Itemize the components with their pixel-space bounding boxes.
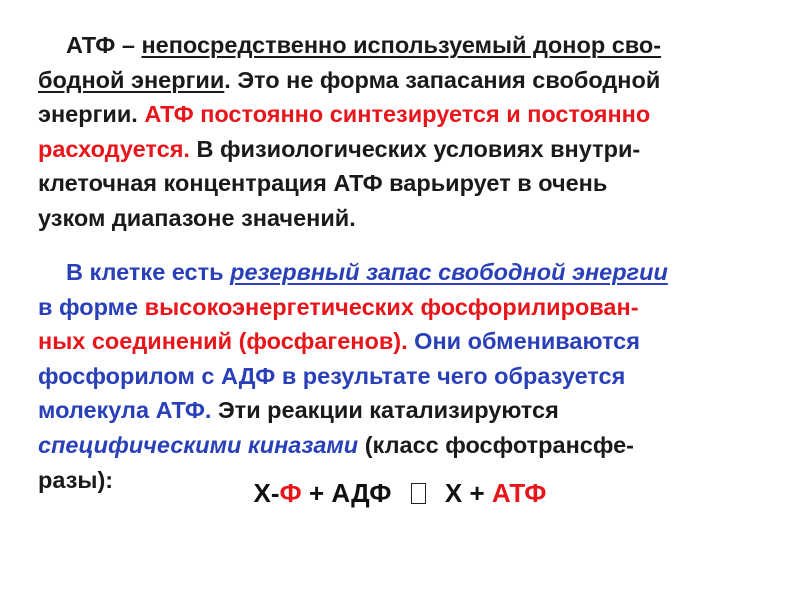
blue-text: В клетке есть bbox=[66, 259, 231, 285]
red-text: АТФ постоянно синтезируется и постоянно bbox=[144, 101, 651, 128]
text-span: клеточная концентрация АТФ варьирует в очень bbox=[38, 170, 608, 197]
text-line bbox=[38, 201, 768, 236]
underlined-text: бодной энергии bbox=[38, 66, 225, 93]
text-line bbox=[38, 393, 768, 428]
red-text: расходуется. bbox=[38, 135, 190, 162]
text-span: АТФ – bbox=[66, 32, 142, 58]
text-span: Эти реакции катализируются bbox=[211, 397, 559, 424]
text-line bbox=[38, 428, 768, 463]
text-span: энергии. bbox=[38, 101, 145, 128]
reaction-formula bbox=[0, 478, 800, 509]
text-line bbox=[38, 324, 768, 359]
text-line bbox=[38, 28, 768, 63]
red-text: ных соединений (фосфагенов). bbox=[38, 328, 408, 355]
text-line bbox=[38, 255, 768, 290]
text-line bbox=[38, 359, 768, 394]
formula-atp: АТФ bbox=[491, 478, 547, 508]
text-span: узком диапазоне значений. bbox=[38, 204, 356, 231]
emphasized-term: резервный запас свободной энергии bbox=[230, 259, 668, 285]
text-span: В физиологических условиях внутри- bbox=[189, 135, 641, 162]
text-span: . Это не форма запасания свободной bbox=[224, 66, 661, 93]
text-span: разы): bbox=[38, 466, 114, 493]
paragraph-atp-donor bbox=[38, 28, 768, 236]
formula-phosphate: Ф bbox=[279, 478, 302, 508]
formula-reactant: Х- bbox=[253, 478, 280, 508]
blue-text: фосфорилом с АДФ в результате чего образуется bbox=[38, 362, 626, 389]
emphasized-term: специфическими киназами bbox=[38, 431, 359, 458]
text-line bbox=[38, 132, 768, 167]
text-line bbox=[38, 290, 768, 325]
text-line bbox=[38, 97, 768, 132]
blue-text: Они обмениваются bbox=[407, 328, 640, 355]
text-line bbox=[38, 166, 768, 201]
text-span: (класс фосфотрансфе- bbox=[358, 431, 634, 458]
formula-product: Х + bbox=[437, 478, 492, 508]
blue-text: молекула АТФ. bbox=[38, 397, 212, 424]
text-line bbox=[38, 63, 768, 98]
paragraph-phosphagens bbox=[38, 255, 768, 497]
underlined-text: непосредственно используемый донор сво- bbox=[141, 32, 662, 58]
red-text: высокоэнергетических фосфорилирован- bbox=[144, 293, 639, 320]
formula-adp: + АДФ bbox=[301, 478, 399, 508]
reaction-arrow-icon bbox=[411, 483, 426, 504]
blue-text: в форме bbox=[38, 293, 145, 320]
